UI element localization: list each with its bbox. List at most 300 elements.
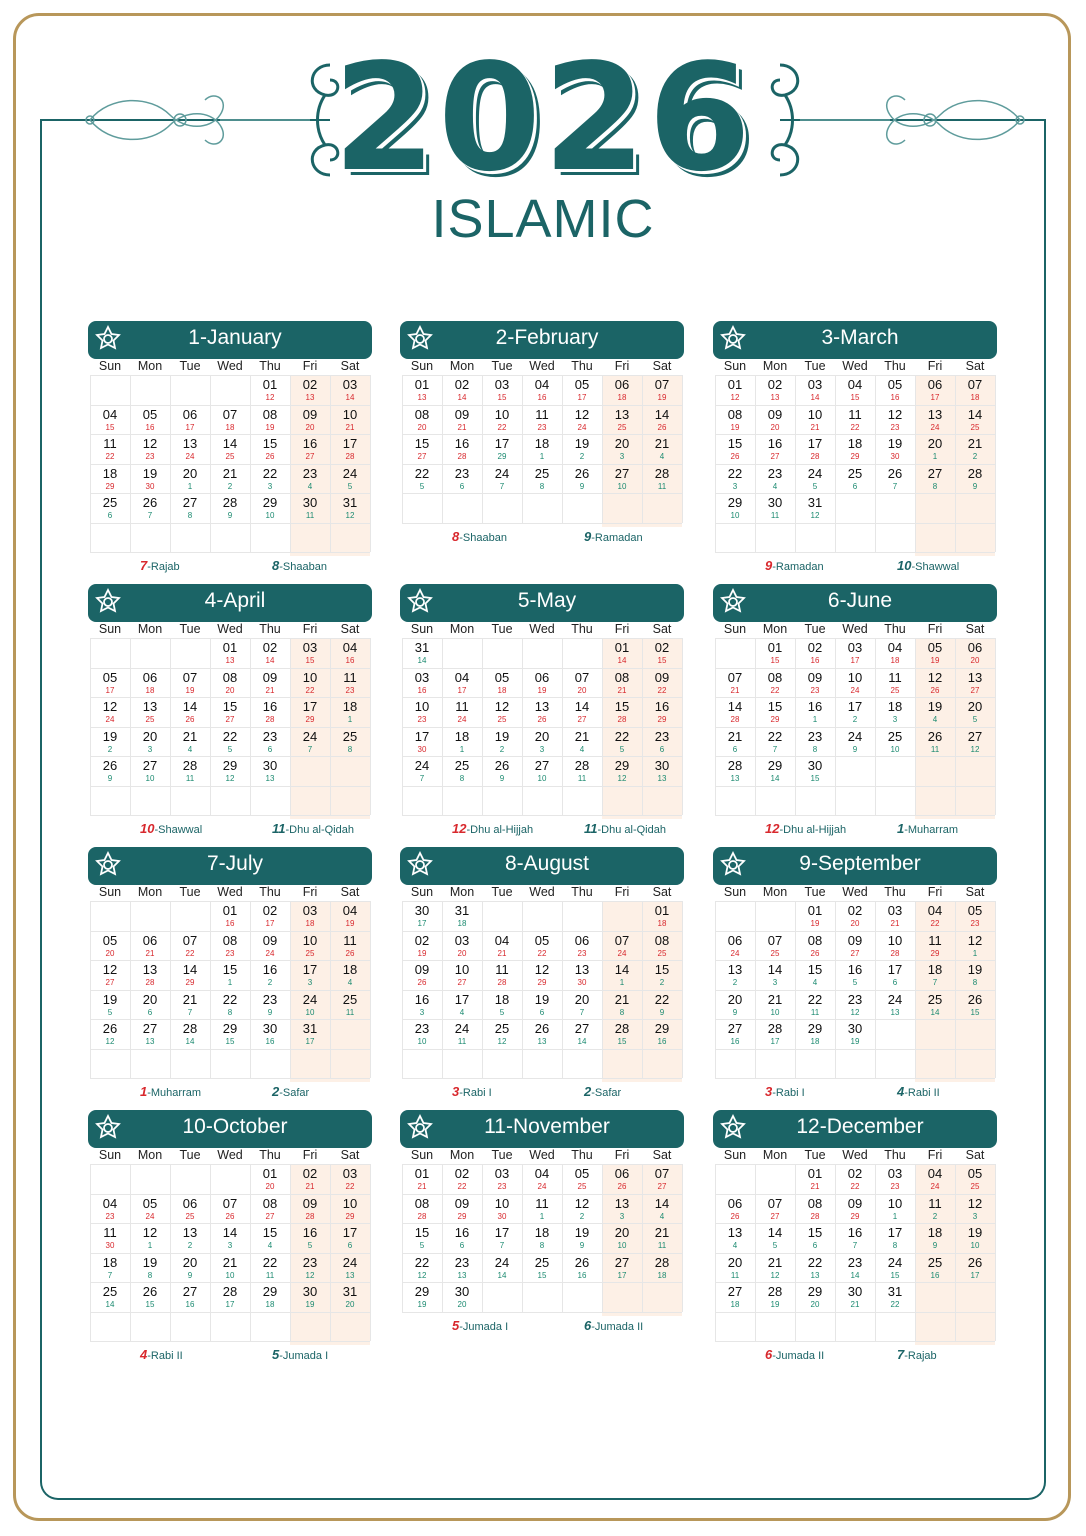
gregorian-date: 01 (767, 640, 783, 655)
hijri-date: 3 (619, 1211, 625, 1221)
day-cell (290, 901, 330, 934)
hijri-month-footer (897, 821, 958, 836)
gregorian-date: 21 (182, 991, 198, 1007)
day-cell (330, 990, 370, 1023)
gregorian-date: 07 (614, 932, 630, 948)
hijri-date: 21 (890, 919, 900, 928)
day-cell (130, 1253, 170, 1286)
gregorian-date: 25 (454, 758, 470, 773)
hijri-date: 25 (657, 948, 667, 958)
gregorian-date: 07 (967, 377, 983, 392)
gregorian-date: 07 (767, 932, 783, 948)
hijri-date: 13 (145, 1037, 155, 1046)
grid-line (715, 815, 995, 816)
hijri-date: 1 (892, 1211, 898, 1221)
gregorian-date: 16 (847, 1225, 863, 1240)
grid-line (715, 1341, 995, 1342)
hijri-date: 17 (105, 685, 115, 695)
hijri-date: 17 (185, 422, 195, 432)
hijri-date: 8 (347, 744, 353, 754)
day-cell (90, 990, 130, 1023)
hijri-date: 16 (890, 393, 900, 402)
hijri-date: 8 (539, 1241, 545, 1250)
weekday-label: Tue (804, 885, 826, 899)
day-cell (210, 493, 250, 526)
day-cell (130, 434, 170, 467)
gregorian-date: 15 (807, 962, 823, 977)
hijri-date: 11 (657, 1241, 667, 1250)
month-calendar (713, 1110, 997, 1362)
gregorian-date: 09 (302, 1195, 318, 1211)
day-cell (795, 1164, 835, 1197)
day-cell (835, 1253, 875, 1286)
day-cell (130, 1282, 170, 1315)
gregorian-date: 07 (222, 1195, 238, 1211)
hijri-date: 30 (577, 978, 587, 987)
gregorian-date: 11 (455, 699, 469, 714)
hijri-month-number: 4 (897, 1084, 905, 1099)
gregorian-date: 19 (494, 728, 510, 744)
gregorian-date: 26 (574, 465, 590, 481)
gregorian-date: 14 (654, 1195, 670, 1211)
hijri-date: 6 (852, 481, 858, 491)
hijri-date: 20 (105, 948, 115, 958)
hijri-month-name: -Rajab (904, 1350, 937, 1362)
day-cell (715, 1223, 755, 1256)
hijri-date: 22 (850, 1182, 860, 1191)
day-cell (602, 727, 642, 760)
day-cell (210, 1019, 250, 1052)
day-cell (795, 405, 835, 438)
hijri-date: 6 (147, 1007, 153, 1017)
hijri-month-name: -Safar (279, 1087, 310, 1099)
day-cell (402, 1019, 442, 1052)
hijri-date: 27 (657, 1182, 667, 1191)
hijri-date: 21 (810, 422, 820, 432)
day-cell (170, 668, 210, 701)
day-cell (602, 697, 642, 730)
hijri-month-name: -Ramadan (591, 531, 643, 544)
day-cell (250, 1164, 290, 1197)
hijri-date: 3 (892, 715, 898, 724)
weekday-label: Fri (927, 885, 943, 899)
hijri-date: 24 (617, 948, 627, 958)
gregorian-date: 25 (102, 495, 118, 510)
hijri-date: 27 (105, 978, 115, 987)
gregorian-date: 17 (302, 962, 318, 977)
hijri-month-number: 2 (584, 1084, 592, 1099)
hijri-date: 6 (732, 744, 738, 754)
gregorian-date: 05 (574, 1166, 590, 1181)
day-cell (170, 960, 210, 993)
gregorian-date: 26 (967, 991, 983, 1007)
day-cell (642, 434, 682, 467)
hijri-month-number: 7 (897, 1347, 905, 1362)
gregorian-date: 27 (727, 1021, 743, 1036)
day-cell (915, 405, 955, 438)
day-cell (402, 1223, 442, 1256)
hijri-date: 12 (730, 393, 740, 402)
gregorian-date: 24 (807, 465, 823, 481)
month-calendar (400, 847, 684, 1099)
month-header (713, 321, 997, 359)
gregorian-date: 11 (928, 1195, 942, 1211)
day-cell (562, 1253, 602, 1286)
hijri-month-footer (452, 1318, 508, 1333)
hijri-date: 5 (772, 1241, 778, 1250)
day-cell (715, 931, 755, 964)
hijri-date: 16 (657, 1037, 667, 1046)
day-cell (955, 1223, 995, 1256)
gregorian-date: 24 (494, 1254, 510, 1270)
gregorian-date: 24 (302, 728, 318, 744)
gregorian-date: 15 (262, 1225, 278, 1240)
day-cell (715, 464, 755, 497)
day-cell (482, 1194, 522, 1227)
day-cell (835, 697, 875, 730)
day-cell (875, 727, 915, 760)
month-header (713, 1110, 997, 1148)
gregorian-date: 21 (967, 436, 983, 451)
gregorian-date: 27 (614, 465, 630, 481)
gregorian-date: 24 (887, 991, 903, 1007)
gregorian-date: 31 (414, 640, 430, 655)
hijri-date: 22 (930, 919, 940, 928)
weekday-label: Sat (652, 622, 672, 636)
gregorian-date: 30 (414, 903, 430, 918)
day-cell (795, 1019, 835, 1052)
day-cell (130, 931, 170, 964)
weekday-label: Wed (217, 622, 243, 636)
hijri-date: 24 (145, 1211, 155, 1221)
day-cell (562, 668, 602, 701)
hijri-month-number: 3 (765, 1084, 773, 1099)
hijri-date: 19 (185, 685, 195, 695)
hijri-date: 16 (730, 1037, 740, 1046)
gregorian-date: 07 (574, 669, 590, 685)
day-cell (522, 697, 562, 730)
day-cell (562, 697, 602, 730)
hijri-month-name: -Dhu al-Qidah (597, 824, 666, 836)
hijri-month-footer (897, 558, 959, 573)
gregorian-date: 04 (534, 377, 550, 392)
gregorian-date: 22 (414, 1254, 430, 1270)
hijri-date: 8 (619, 1007, 625, 1017)
day-cell (875, 434, 915, 467)
day-cell (562, 931, 602, 964)
day-cell (290, 727, 330, 760)
gregorian-date: 02 (262, 640, 278, 655)
weekday-label: Tue (491, 885, 513, 899)
day-cell (330, 727, 370, 760)
gregorian-date: 14 (767, 962, 783, 977)
hijri-date: 23 (537, 422, 547, 432)
gregorian-date: 09 (767, 406, 783, 422)
day-cell (290, 1194, 330, 1227)
day-cell (562, 960, 602, 993)
hijri-date: 18 (225, 422, 235, 432)
day-cell (955, 464, 995, 497)
weekday-label: Thu (884, 885, 906, 899)
gregorian-date: 10 (414, 699, 430, 714)
gregorian-date: 19 (967, 1225, 983, 1240)
hijri-date: 17 (417, 919, 427, 928)
hijri-date: 18 (657, 1270, 667, 1280)
day-cell (642, 464, 682, 497)
day-cell (130, 668, 170, 701)
month-header (713, 847, 997, 885)
hijri-date: 18 (617, 393, 627, 402)
hijri-month-footer (897, 1347, 937, 1362)
gregorian-date: 03 (494, 377, 510, 392)
hijri-date: 14 (105, 1300, 115, 1309)
day-cell (250, 375, 290, 408)
hijri-date: 21 (850, 1300, 860, 1309)
gregorian-date: 04 (342, 640, 358, 655)
day-cell (130, 1194, 170, 1227)
gregorian-date: 22 (654, 991, 670, 1007)
day-cell (562, 434, 602, 467)
day-cell (290, 697, 330, 730)
gregorian-date: 15 (807, 1225, 823, 1240)
hijri-date: 24 (930, 422, 940, 432)
weekday-label: Fri (302, 885, 318, 899)
hijri-date: 26 (810, 948, 820, 958)
day-cell (442, 405, 482, 438)
hijri-date: 15 (850, 393, 860, 402)
gregorian-date: 01 (414, 1166, 430, 1181)
day-cell (795, 931, 835, 964)
gregorian-date: 02 (414, 932, 430, 948)
hijri-date: 2 (972, 452, 978, 461)
day-cell (755, 375, 795, 408)
gregorian-date: 16 (454, 1225, 470, 1240)
grid-line (370, 901, 371, 1078)
day-cell (955, 1164, 995, 1197)
hijri-month-number: 3 (452, 1084, 460, 1099)
month-title: 3-March (821, 326, 899, 349)
day-cell (90, 960, 130, 993)
gregorian-date: 19 (534, 991, 550, 1007)
weekday-label: Sat (340, 885, 360, 899)
gregorian-date: 06 (614, 377, 630, 392)
day-cell (210, 668, 250, 701)
hijri-date: 28 (417, 1211, 427, 1221)
hijri-date: 16 (417, 685, 427, 695)
day-cell (290, 434, 330, 467)
day-cell (250, 1282, 290, 1315)
day-cell (482, 1253, 522, 1286)
hijri-date: 10 (770, 1007, 780, 1017)
gregorian-date: 13 (614, 1195, 630, 1211)
day-cell (482, 960, 522, 993)
day-cell (330, 1194, 370, 1227)
day-cell (402, 464, 442, 497)
hijri-date: 1 (972, 948, 978, 958)
gregorian-date: 04 (927, 903, 943, 918)
gregorian-date: 23 (262, 991, 278, 1007)
hijri-date: 28 (890, 948, 900, 958)
gregorian-date: 06 (927, 377, 943, 392)
day-cell (602, 1223, 642, 1256)
day-cell (642, 405, 682, 438)
hijri-date: 29 (930, 948, 940, 958)
day-cell (90, 727, 130, 760)
day-cell (90, 434, 130, 467)
gregorian-date: 03 (302, 903, 318, 918)
hijri-date: 13 (305, 393, 315, 402)
hijri-month-name: -Shaaban (279, 561, 327, 573)
gregorian-date: 11 (495, 962, 509, 977)
gregorian-date: 15 (654, 962, 670, 977)
hijri-date: 24 (457, 715, 467, 724)
hijri-month-footer (452, 1084, 492, 1099)
hijri-date: 25 (577, 1182, 587, 1191)
day-cell (330, 1253, 370, 1286)
hijri-date: 7 (419, 774, 425, 783)
day-cell (250, 638, 290, 671)
hijri-date: 5 (107, 1007, 113, 1017)
day-cell (250, 464, 290, 497)
grid-line (90, 1078, 370, 1079)
gregorian-date: 21 (574, 728, 590, 744)
gregorian-date: 08 (414, 1195, 430, 1211)
gregorian-date: 09 (807, 669, 823, 685)
day-cell (875, 638, 915, 671)
hijri-date: 26 (730, 1211, 740, 1221)
gregorian-date: 18 (847, 436, 863, 451)
day-cell (402, 990, 442, 1023)
gregorian-date: 20 (142, 728, 158, 744)
day-cell (402, 375, 442, 408)
day-cell (795, 901, 835, 934)
gregorian-date: 10 (887, 932, 903, 948)
gregorian-date: 19 (574, 1225, 590, 1240)
gregorian-date: 06 (967, 640, 983, 655)
gregorian-date: 13 (727, 962, 743, 977)
hijri-date: 14 (930, 1007, 940, 1017)
day-cell (835, 1194, 875, 1227)
day-cell (250, 434, 290, 467)
gregorian-date: 05 (887, 377, 903, 392)
day-cell (442, 697, 482, 730)
hijri-date: 25 (305, 948, 315, 958)
gregorian-date: 03 (887, 903, 903, 918)
hijri-date: 18 (730, 1300, 740, 1309)
day-cell (955, 697, 995, 730)
gregorian-date: 20 (727, 1254, 743, 1270)
gregorian-date: 25 (887, 728, 903, 744)
hijri-date: 14 (185, 1037, 195, 1046)
hijri-date: 1 (147, 1241, 153, 1250)
hijri-date: 11 (265, 1270, 275, 1280)
hijri-date: 6 (659, 744, 665, 754)
gregorian-date: 28 (967, 465, 983, 481)
day-cell (210, 931, 250, 964)
day-cell (795, 493, 835, 526)
hijri-date: 9 (267, 1007, 273, 1017)
day-cell (795, 464, 835, 497)
day-cell (955, 1194, 995, 1227)
gregorian-date: 24 (342, 465, 358, 481)
weekday-label: Sat (340, 622, 360, 636)
day-cell (442, 756, 482, 789)
day-cell (442, 1194, 482, 1227)
month-header (400, 584, 684, 622)
weekday-label: Sun (98, 622, 122, 636)
gregorian-date: 08 (727, 406, 743, 422)
weekday-label: Sun (410, 1148, 434, 1162)
hijri-date: 26 (345, 948, 355, 958)
day-cell (915, 464, 955, 497)
hijri-date: 18 (305, 919, 315, 928)
hijri-date: 2 (267, 978, 273, 987)
hijri-month-name: -Muharram (904, 824, 959, 836)
hijri-date: 30 (417, 744, 427, 754)
gregorian-date: 20 (614, 436, 630, 451)
day-cell (602, 1164, 642, 1197)
hijri-date: 4 (659, 452, 665, 461)
day-cell (755, 1253, 795, 1286)
hijri-date: 13 (770, 393, 780, 402)
day-cell (795, 1194, 835, 1227)
hijri-date: 10 (537, 774, 547, 783)
hijri-date: 4 (812, 978, 818, 987)
hijri-date: 23 (497, 1182, 507, 1191)
day-cell (602, 434, 642, 467)
day-cell (290, 990, 330, 1023)
day-cell (955, 638, 995, 671)
day-cell (715, 405, 755, 438)
gregorian-date: 30 (302, 495, 318, 510)
gregorian-date: 31 (454, 903, 470, 918)
day-cell (955, 960, 995, 993)
day-cell (482, 1223, 522, 1256)
gregorian-date: 31 (302, 1021, 318, 1036)
hijri-date: 15 (770, 656, 780, 665)
hijri-date: 20 (305, 422, 315, 432)
hijri-date: 11 (185, 774, 195, 783)
gregorian-date: 14 (967, 406, 983, 422)
gregorian-date: 07 (727, 669, 743, 685)
gregorian-date: 22 (262, 465, 278, 481)
hijri-date: 14 (617, 656, 627, 665)
hijri-date: 7 (107, 1270, 113, 1280)
hijri-date: 12 (225, 774, 235, 783)
day-cell (90, 931, 130, 964)
gregorian-date: 21 (182, 728, 198, 744)
gregorian-date: 07 (182, 932, 198, 948)
day-cell (482, 668, 522, 701)
gregorian-date: 04 (927, 1166, 943, 1181)
day-cell (642, 375, 682, 408)
grid-line (715, 1078, 995, 1079)
hijri-date: 12 (105, 1037, 115, 1046)
day-cell (755, 668, 795, 701)
gregorian-date: 17 (887, 962, 903, 977)
hijri-month-name: -Dhu al-Hijjah (779, 824, 847, 836)
weekday-label: Thu (571, 359, 593, 373)
day-cell (835, 375, 875, 408)
day-cell (715, 1194, 755, 1227)
gregorian-date: 29 (807, 1284, 823, 1299)
gregorian-date: 15 (614, 699, 630, 714)
hijri-date: 5 (419, 1241, 425, 1250)
hijri-date: 20 (225, 685, 235, 695)
gregorian-date: 27 (182, 495, 198, 510)
day-cell (715, 375, 755, 408)
gregorian-date: 15 (222, 962, 238, 977)
